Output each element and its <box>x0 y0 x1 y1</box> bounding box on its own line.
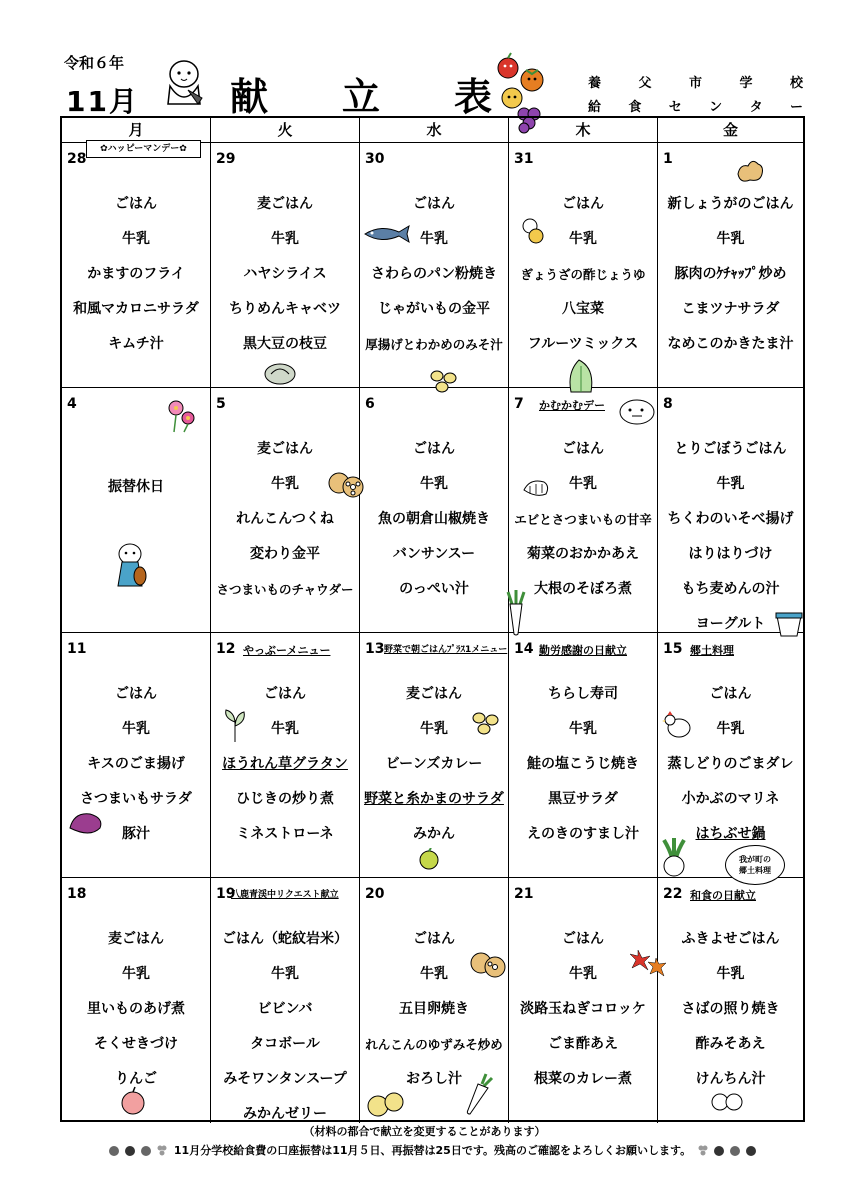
day-cell <box>360 633 509 878</box>
daikon-icon-2 <box>462 1070 496 1116</box>
menu-item: みかん <box>413 826 455 842</box>
menu-item: もち麦めんの汁 <box>681 581 780 597</box>
day-cell <box>211 143 360 388</box>
date-number: 20 <box>365 886 385 902</box>
title-char-1: 献 <box>230 75 269 119</box>
menu-item: 厚揚げとわかめのみそ汁 <box>365 337 503 352</box>
menu-item: ごはん <box>562 931 604 947</box>
menu-item: ちりめんキャベツ <box>229 301 341 317</box>
menu-item: ちらし寿司 <box>548 686 618 702</box>
day-cell <box>62 143 211 388</box>
yogurt-icon <box>774 610 804 638</box>
fruit-icon <box>729 1143 741 1157</box>
school-name: 養 父 市 学 校 <box>588 76 803 91</box>
lotus-root-icon <box>328 470 364 500</box>
menu-item: さつまいもサラダ <box>80 791 192 807</box>
day-header: 火 <box>211 118 360 143</box>
menu-item: ごはん <box>562 441 604 457</box>
date-number: 13 <box>365 641 385 657</box>
menu-item: 牛乳 <box>716 721 745 737</box>
day-cell <box>509 143 658 388</box>
menu-item: 黒豆サラダ <box>548 791 618 807</box>
autumn-leaves-icon <box>628 946 668 982</box>
menu-item: 淡路玉ねぎコロッケ <box>520 1001 646 1017</box>
event-tag: 郷土料理 <box>690 644 734 657</box>
menu-item: そくせきづけ <box>94 1036 178 1052</box>
vegetables-icon <box>710 1088 744 1114</box>
gyoza-icon <box>518 216 548 246</box>
menu-item: さばの照り焼き <box>681 1001 780 1017</box>
title-char-2: 立 <box>341 75 380 119</box>
menu-item: ごはん（蛇紋岩米） <box>222 931 348 947</box>
title-char-3: 表 <box>453 75 492 119</box>
date-number: 5 <box>216 396 226 412</box>
menu-item: 牛乳 <box>122 721 150 737</box>
mascot-violin-icon <box>112 540 152 590</box>
menu-list <box>360 677 508 852</box>
menu-item: ふきよせごはん <box>681 931 780 947</box>
ginger-icon <box>734 156 766 186</box>
menu-item: エビとさつまいもの甘辛 <box>514 512 652 527</box>
menu-item: 麦ごはん <box>257 441 313 457</box>
date-number: 12 <box>216 641 236 657</box>
day-header: 金 <box>658 118 803 143</box>
event-tag: かむかむデー <box>539 399 605 412</box>
payment-notice-text: 11月分学校給食費の口座振替は11月５日、再振替は25日です。残高のご確認をよろしくお願いします。 <box>173 1144 692 1157</box>
menu-item: ヨーグルト <box>695 616 766 632</box>
menu-item: 牛乳 <box>122 966 150 982</box>
beans-icon-2 <box>470 710 502 736</box>
menu-list <box>360 432 508 607</box>
menu-item: さわらのパン粉焼き <box>371 266 497 282</box>
menu-item: じゃがいもの金平 <box>378 301 490 317</box>
date-number: 22 <box>663 886 683 902</box>
date-number: 30 <box>365 151 385 167</box>
menu-list <box>62 922 210 1097</box>
menu-item: 牛乳 <box>716 476 745 492</box>
spinach-icon <box>222 708 248 742</box>
menu-item: タコボール <box>250 1036 320 1052</box>
date-number: 31 <box>514 151 534 167</box>
menu-item: 魚の朝倉山椒焼き <box>378 511 490 527</box>
date-number: 11 <box>67 641 87 657</box>
menu-item: キスのごま揚げ <box>87 756 185 772</box>
date-number: 4 <box>67 396 77 412</box>
menu-item: ごはん <box>413 931 455 947</box>
date-number: 15 <box>663 641 683 657</box>
menu-item: れんこんのゆずみそ炒め <box>365 1037 503 1052</box>
lotus-root-icon-2 <box>470 950 506 980</box>
menu-item: ちくわのいそべ揚げ <box>667 511 794 527</box>
day-cell <box>62 633 211 878</box>
menu-item: 麦ごはん <box>406 686 462 702</box>
menu-item: りんご <box>115 1071 157 1087</box>
menu-item: のっぺい汁 <box>399 581 469 597</box>
date-number: 28 <box>67 151 87 167</box>
menu-item: 豚肉のｹﾁｬｯﾌﾟ炒め <box>674 266 787 282</box>
day-cell <box>211 878 360 1123</box>
menu-item: 牛乳 <box>420 721 448 737</box>
beans-icon <box>428 368 462 394</box>
fruit-icon <box>124 1143 136 1157</box>
holiday-label: 振替休日 <box>108 479 164 495</box>
day-header: 木 <box>509 118 658 143</box>
menu-item: みかんゼリー <box>243 1106 327 1122</box>
menu-item: とりごぼうごはん <box>674 441 787 457</box>
cosmos-flower-icon <box>164 398 198 434</box>
date-number: 6 <box>365 396 375 412</box>
day-cell <box>658 878 803 1123</box>
menu-item: ビーンズカレー <box>385 756 483 772</box>
menu-item: えのきのすまし汁 <box>527 826 639 842</box>
page-title <box>230 66 492 119</box>
menu-list <box>211 922 359 1132</box>
event-tag: 和食の日献立 <box>690 889 756 902</box>
day-cell <box>360 143 509 388</box>
menu-item: ほうれん草グラタン <box>222 756 348 772</box>
sweet-potato-icon <box>66 808 106 838</box>
event-tag: 八鹿青渓中リクエスト献立 <box>231 890 339 900</box>
menu-item: ごはん <box>264 686 306 702</box>
menu-item: キムチ汁 <box>108 336 164 352</box>
menu-item: 牛乳 <box>271 476 299 492</box>
fruit-icon <box>108 1143 120 1157</box>
day-cell <box>211 388 360 633</box>
menu-item: ごはん <box>413 196 455 212</box>
menu-list <box>360 187 508 362</box>
day-cell <box>658 143 803 388</box>
menu-item: 牛乳 <box>420 476 448 492</box>
mascot-illustration <box>160 56 210 108</box>
date-number: 14 <box>514 641 534 657</box>
menu-list <box>211 677 359 852</box>
menu-item: こまツナサラダ <box>681 301 780 317</box>
menu-item: 牛乳 <box>569 721 597 737</box>
date-number: 21 <box>514 886 534 902</box>
menu-item: 麦ごはん <box>108 931 164 947</box>
menu-item: みそワンタンスープ <box>223 1071 347 1087</box>
menu-item: ミネストローネ <box>236 826 334 842</box>
menu-item: 大根のそぼろ煮 <box>534 581 632 597</box>
menu-item: 牛乳 <box>420 966 448 982</box>
menu-list <box>211 187 359 362</box>
change-notice: （材料の都合で献立を変更することがあります） <box>303 1125 546 1138</box>
menu-item: なめこのかきたま汁 <box>667 336 794 352</box>
event-tag: 勤労感謝の日献立 <box>539 644 627 657</box>
menu-item: ごはん <box>413 441 455 457</box>
turnip-icon <box>654 838 694 878</box>
menu-item: 黒大豆の枝豆 <box>243 336 327 352</box>
fish-icon <box>363 222 411 246</box>
menu-item: 牛乳 <box>420 231 448 247</box>
date-number: 8 <box>663 396 673 412</box>
menu-item: 新しょうがのごはん <box>667 196 794 212</box>
menu-item: 牛乳 <box>716 966 745 982</box>
menu-item: 牛乳 <box>569 476 597 492</box>
date-number: 7 <box>514 396 524 412</box>
menu-item: 五目卵焼き <box>399 1001 469 1017</box>
menu-item: 牛乳 <box>569 231 597 247</box>
menu-item: 牛乳 <box>271 231 299 247</box>
chewing-mascot-icon <box>618 398 656 426</box>
day-cell <box>360 388 509 633</box>
fruit-icon <box>745 1143 757 1157</box>
menu-item: 牛乳 <box>569 966 597 982</box>
cabbage-icon <box>263 362 297 386</box>
event-tag: 野菜で朝ごはんﾌﾟﾗｽ1メニュー <box>384 645 508 655</box>
happy-monday-label: ✿ハッピーマンデー✿ <box>86 140 201 158</box>
napa-cabbage-icon <box>565 358 597 394</box>
menu-item: 麦ごはん <box>257 196 313 212</box>
day-cell <box>658 388 803 633</box>
menu-item: 牛乳 <box>122 231 150 247</box>
fruit-icon <box>140 1143 152 1157</box>
day-cell <box>211 633 360 878</box>
menu-item: 変わり金平 <box>250 546 320 562</box>
date-number: 29 <box>216 151 236 167</box>
menu-item: フルーツミックス <box>527 336 639 352</box>
center-name: 給 食 セ ン タ ー <box>588 100 803 115</box>
menu-list <box>658 922 803 1097</box>
local-dish-bubble: 我が町の 郷土料理 <box>725 845 785 885</box>
menu-item: 里いものあげ煮 <box>87 1001 185 1017</box>
menu-item: ごはん <box>709 686 752 702</box>
menu-item: ごはん <box>562 196 604 212</box>
menu-item: 根菜のカレー煮 <box>534 1071 632 1087</box>
menu-list <box>658 677 803 852</box>
menu-item: 菊菜のおかかあえ <box>527 546 639 562</box>
menu-item: 豚汁 <box>122 826 150 842</box>
menu-list <box>658 187 803 362</box>
mikan-icon <box>418 848 440 870</box>
menu-item: ひじきの炒り煮 <box>236 791 334 807</box>
menu-item: ハヤシライス <box>243 266 327 282</box>
yuzu-icon <box>366 1090 406 1118</box>
daikon-icon <box>500 590 530 636</box>
menu-item: ビビンバ <box>257 1001 313 1017</box>
day-header: 水 <box>360 118 509 143</box>
menu-list <box>211 432 359 607</box>
menu-item: 蒸しどりのごまダレ <box>667 756 794 772</box>
menu-item: 野菜と糸かまのサラダ <box>364 791 504 807</box>
month-label: 11月 <box>66 85 139 118</box>
menu-item: 牛乳 <box>716 231 745 247</box>
menu-list <box>509 432 657 607</box>
menu-item: ごはん <box>115 196 157 212</box>
menu-item: ぎょうざの酢じょうゆ <box>520 267 646 282</box>
fruit-icon <box>713 1143 725 1157</box>
menu-item: 酢みそあえ <box>695 1036 766 1052</box>
payment-notice <box>60 1140 805 1160</box>
menu-item: 鮭の塩こうじ焼き <box>527 756 639 772</box>
day-header: 月 <box>62 118 211 143</box>
day-cell <box>509 878 658 1123</box>
event-tag: やっぶーメニュー <box>243 644 331 657</box>
date-number: 1 <box>663 151 673 167</box>
day-cell <box>509 633 658 878</box>
menu-calendar <box>60 116 805 1122</box>
shrimp-icon <box>520 476 552 500</box>
menu-item: バンサンスー <box>392 546 476 562</box>
menu-item: けんちん汁 <box>695 1071 766 1087</box>
menu-list <box>509 187 657 362</box>
apple-icon <box>118 1086 148 1116</box>
menu-item: れんこんつくね <box>236 511 334 527</box>
menu-item: 八宝菜 <box>562 301 604 317</box>
menu-item: さつまいものチャウダー <box>216 582 354 597</box>
menu-item: 小かぶのマリネ <box>681 791 780 807</box>
chicken-icon <box>662 710 692 740</box>
date-number: 18 <box>67 886 87 902</box>
menu-item: おろし汁 <box>406 1071 462 1087</box>
menu-item: はりはりづけ <box>688 546 773 562</box>
menu-list <box>62 187 210 362</box>
menu-item: ごはん <box>115 686 157 702</box>
menu-list <box>509 677 657 852</box>
menu-item: かますのフライ <box>87 266 185 282</box>
era-label: 令和６年 <box>64 54 125 72</box>
menu-item: はちぶせ鍋 <box>695 826 766 842</box>
grape-icon <box>156 1143 168 1157</box>
grape-icon <box>697 1143 709 1157</box>
menu-item: ごま酢あえ <box>548 1036 618 1052</box>
menu-item: 牛乳 <box>271 966 299 982</box>
date-number: 19 <box>216 886 236 902</box>
menu-item: 牛乳 <box>271 721 299 737</box>
menu-item: 和風マカロニサラダ <box>73 301 199 317</box>
